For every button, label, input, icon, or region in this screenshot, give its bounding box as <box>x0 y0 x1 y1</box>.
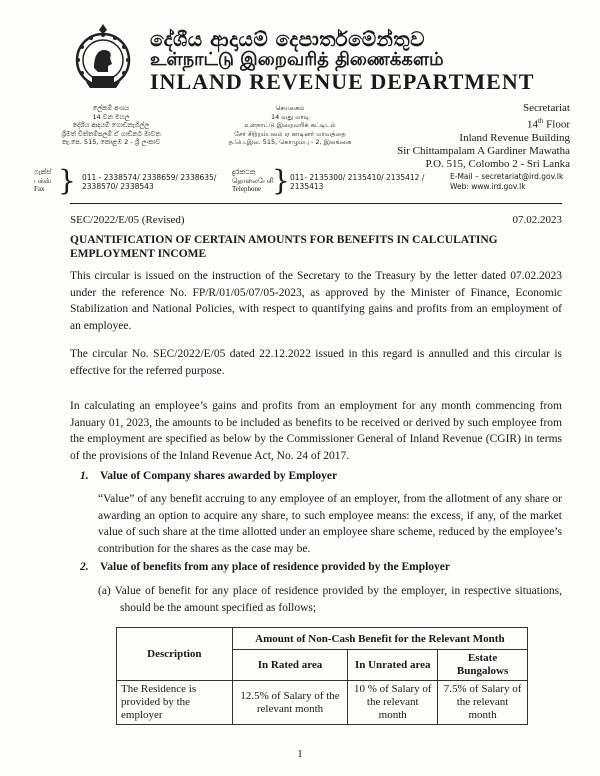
email-address[interactable]: E-Mail – secretariat@ird.gov.lk <box>450 172 564 181</box>
tel-number-line: 011- 2135300/ 2135410/ 2135412 / <box>290 173 425 182</box>
paragraph-1: This circular is issued on the instruction of the Secretary to the Treasury by the letter dated 07.02.2023 under the reference No. FP/R/01/05/07/05-2023, as approved by the Minister of Finance, Economic Stabilization and National Policies, with respect to quantifying gains and profits from an employment of an employee. <box>70 270 562 332</box>
tel-label-ta: தொலைபேசி <box>232 176 274 185</box>
brace-icon: } <box>58 164 76 197</box>
fax-label-en: Fax <box>34 185 45 193</box>
telephone-numbers <box>290 173 424 191</box>
title-sinhala: දේශීය ආදායම් දෙපාර්තමේන්තුව <box>150 27 425 51</box>
brace-icon: } <box>272 164 290 197</box>
fax-number-line: 011 - 2338574/ 2338659/ 2338635/ <box>82 173 217 182</box>
department-title <box>150 28 570 94</box>
address-line: Inland Revenue Building <box>459 131 570 144</box>
header-description: Description <box>117 628 233 681</box>
paragraph-2: The circular No. SEC/2022/E/05 dated 22.12.2022 issued in this regard is annulled and this circular is effective for the referred purpose. <box>70 348 562 377</box>
address-line: ලේකම් අංශය <box>92 104 130 112</box>
address-line: உள்நாட்டு இறைவரிக் கட்டிடம் <box>244 121 336 129</box>
website[interactable]: Web: www.ird.gov.lk <box>450 181 526 191</box>
cell-unrated: 10 % of Salary of the relevant month <box>348 681 438 725</box>
table-row <box>117 681 528 725</box>
cell-rated: 12.5% of Salary of the relevant month <box>232 681 348 725</box>
address-line: P.O. 515, Colombo 2 - Sri Lanka <box>425 157 570 170</box>
fax-number-line: 2338570/ 2338543 <box>82 182 154 191</box>
telephone-label <box>232 168 274 194</box>
address-line: சேர் சிற்றம்பலம் ஏ காடினர் மாவத்தை <box>234 129 346 138</box>
section-title: Value of benefits from any place of residence provided by the Employer <box>100 561 450 573</box>
address-line: තැ.පෙ. 515, කොළඹ 2 - ශ්‍රී ලංකාව <box>61 138 161 146</box>
address-line: 14 வது மாடி <box>270 112 310 121</box>
fax-numbers <box>82 173 216 191</box>
tel-label-en: Telephone <box>232 185 262 193</box>
section-2-heading <box>80 560 450 574</box>
header-unrated: In Unrated area <box>348 650 438 681</box>
address-tamil <box>200 104 380 147</box>
title-tamil: உள்நாட்டு இறைவரித் திணைக்களம் <box>150 49 444 70</box>
email-web <box>450 172 563 191</box>
circular-date: 07.02.2023 <box>512 214 562 226</box>
section-2a-text: (a) Value of benefit for any place of residence provided by the employer, in respective situations, should be the amount specified as follows; <box>98 585 562 614</box>
page-number: 1 <box>297 748 303 760</box>
header-rated: In Rated area <box>232 650 348 681</box>
floor-suffix: th <box>537 117 544 125</box>
paragraph-3: In calculating an employee’s gains and profits from an employment for any month commencing from January 01, 2023, the amounts to be included as benefits to be received or derived by such employee from the employment are specified as below by the Commissioner General of Inland Revenue (CGIR) in terms of the provisions of the Inland Revenue Act, No. 24 of 2017. <box>70 400 562 462</box>
fax-label-ta: பக்ஸ் <box>34 176 52 185</box>
tel-number-line: 2135413 <box>290 182 324 191</box>
sri-lanka-emblem-icon <box>68 20 138 94</box>
address-english <box>370 102 570 171</box>
section-1-heading <box>80 469 337 483</box>
tel-label-si: දුරකථන <box>232 168 256 176</box>
address-line: Secretariat <box>522 102 570 114</box>
address-line: Sir Chittampalam A Gardiner Mawatha <box>397 144 570 157</box>
address-line: දේශීය ආදායම් ගොඩනැගිල්ල <box>72 121 150 129</box>
header-group: Amount of Non-Cash Benefit for the Relevant Month <box>232 628 527 650</box>
section-number: 1. <box>80 470 89 482</box>
address-line: த.பெ.இல. 515, கொழும்பு - 2, இலங்கை <box>228 138 352 146</box>
header-estate: Estate Bungalows <box>438 650 528 681</box>
address-line: 14 වන මහල <box>92 112 130 121</box>
address-line-floor <box>370 115 570 132</box>
reference-number: SEC/2022/E/05 (Revised) <box>70 214 185 226</box>
title-english: INLAND REVENUE DEPARTMENT <box>150 69 535 94</box>
floor-number: 14 <box>526 118 538 131</box>
floor-text: Floor <box>543 118 570 131</box>
circular-heading: QUANTIFICATION OF CERTAIN AMOUNTS FOR BENEFITS IN CALCULATING EMPLOYMENT INCOME <box>70 234 498 260</box>
residence-benefit-table <box>116 627 528 725</box>
address-sinhala <box>36 104 186 147</box>
section-number: 2. <box>80 561 89 573</box>
cell-estate: 7.5% of Salary of the relevant month <box>438 681 528 725</box>
address-line: ශ්‍රීමත් චිත්තම්පලම් ඒ ගාඩිනර් මාවත <box>61 129 161 138</box>
contact-row <box>34 164 574 202</box>
address-line: செயலகம் <box>275 104 305 112</box>
section-title: Value of Company shares awarded by Employer <box>100 470 338 482</box>
section-1-body: “Value” of any benefit accruing to any employee of an employer, from the allotment of any share or awarding an option to acquire any share, to such employee means: the excess, if any, of the market value of such share at the time allotted under an employee share scheme, reduced by the employee’s contribution for the shares as the case may be. <box>98 493 562 555</box>
fax-label-si: ෆැක්ස් <box>34 168 52 176</box>
fax-label <box>34 168 60 194</box>
cell-description: The Residence is provided by the employer <box>117 681 233 725</box>
